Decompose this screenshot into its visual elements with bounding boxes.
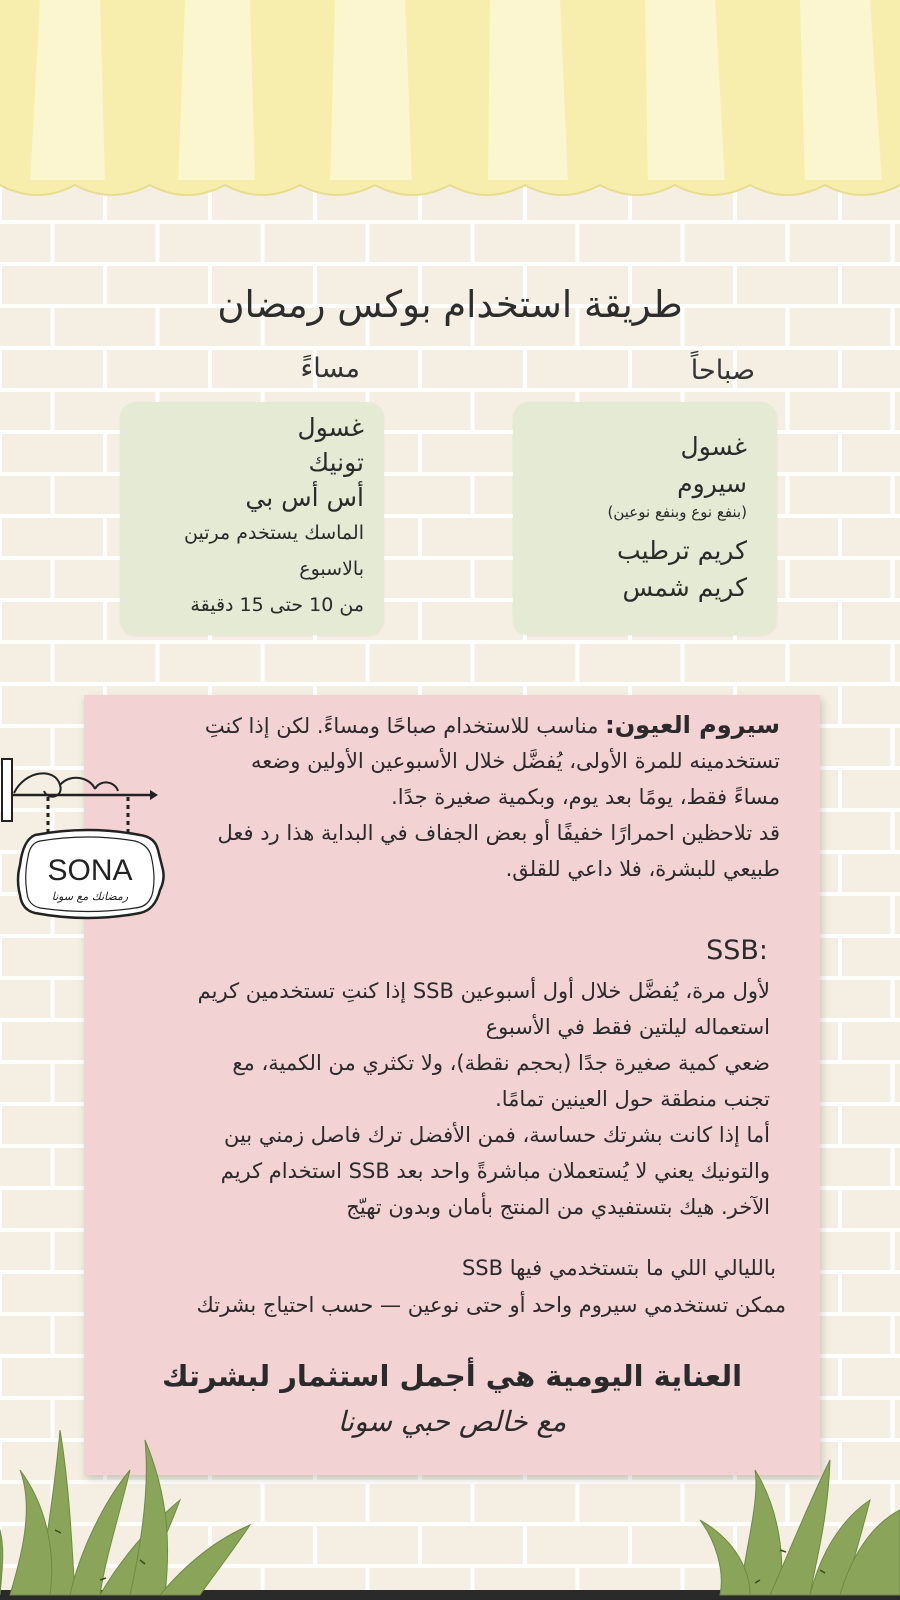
eye-serum-line-2: تستخدمينه للمرة الأولى، يُفضَّل خلال الأسبوعين الأولين وضعه <box>251 749 780 773</box>
instructions-note <box>84 695 820 1475</box>
eye-serum-line-1 <box>205 707 780 744</box>
morning-item-serum: سيروم <box>677 469 747 498</box>
ssb-line-1: لأول مرة، يُفضَّل خلال أول أسبوعين SSB إذا كنتِ تستخدمين كريم <box>197 979 770 1003</box>
sign-tagline-text: رمضانك مع سونا <box>51 890 129 903</box>
ssb-line-5: أما إذا كانت بشرتك حساسة، فمن الأفضل ترك فاصل زمني بين <box>223 1123 770 1147</box>
morning-heading: صباحاً <box>690 355 755 386</box>
evening-mask-line-1: الماسك يستخدم مرتين <box>184 522 364 544</box>
morning-serum-note: (بنفع نوع وبنفع نوعين) <box>607 503 747 521</box>
nights-line-1: بالليالي اللي ما بتستخدمي فيها SSB <box>461 1256 776 1280</box>
eye-serum-line-5: طبيعي للبشرة، فلا داعي للقلق. <box>505 857 780 881</box>
ssb-line-3: ضعي كمية صغيرة جدًا (بحجم نقطة)، ولا تكثري من الكمية، مع <box>232 1051 770 1075</box>
evening-item-toner: تونيك <box>308 448 364 477</box>
morning-routine-card <box>513 402 777 635</box>
evening-item-cleanser: غسول <box>297 413 364 442</box>
grass-decoration <box>0 1430 900 1600</box>
eye-serum-text-1: مناسب للاستخدام صباحًا ومساءً. لكن إذا كنتِ <box>204 714 599 738</box>
evening-item-ssb: أس أس بي <box>245 483 364 512</box>
evening-heading: مساءً <box>300 353 360 384</box>
morning-item-sunscreen: كريم شمس <box>622 573 747 602</box>
ssb-heading: SSB: <box>706 935 768 966</box>
morning-item-cleanser: غسول <box>680 432 747 461</box>
ssb-line-6: والتونيك يعني لا يُستعملان مباشرةً واحد بعد SSB استخدام كريم <box>220 1159 770 1183</box>
nights-line-2: ممكن تستخدمي سيروم واحد أو حتى نوعين — حسب احتياج بشرتك <box>196 1293 786 1317</box>
ssb-line-4: تجنب منطقة حول العينين تمامًا. <box>495 1087 770 1111</box>
page-title: طريقة استخدام بوكس رمضان <box>217 283 683 326</box>
evening-mask-line-2: بالاسبوع <box>299 558 364 580</box>
ssb-line-2: استعماله ليلتين فقط في الأسبوع <box>485 1015 770 1039</box>
signature: مع خالص حبي سونا <box>337 1405 567 1438</box>
evening-routine-card <box>120 402 384 635</box>
morning-item-moisturizer: كريم ترطيب <box>617 536 747 565</box>
striped-awning <box>0 0 900 205</box>
eye-serum-line-4: قد تلاحظين احمرارًا خفيفًا أو بعض الجفاف في البداية هذا رد فعل <box>217 821 780 845</box>
closing-headline: العناية اليومية هي أجمل استثمار لبشرتك <box>161 1359 743 1393</box>
eye-serum-line-3: مساءً فقط، يومًا بعد يوم، وبكمية صغيرة جدًا. <box>391 785 780 809</box>
evening-mask-line-3: من 10 حتى 15 دقيقة <box>190 594 364 616</box>
sign-brand-text: SONA <box>47 854 133 887</box>
eye-serum-label: سيروم العيون: <box>605 711 780 739</box>
sona-hanging-sign <box>0 755 175 945</box>
ssb-line-7: الآخر. هيك بتستفيدي من المنتج بأمان وبدون تهيّج <box>346 1195 770 1219</box>
